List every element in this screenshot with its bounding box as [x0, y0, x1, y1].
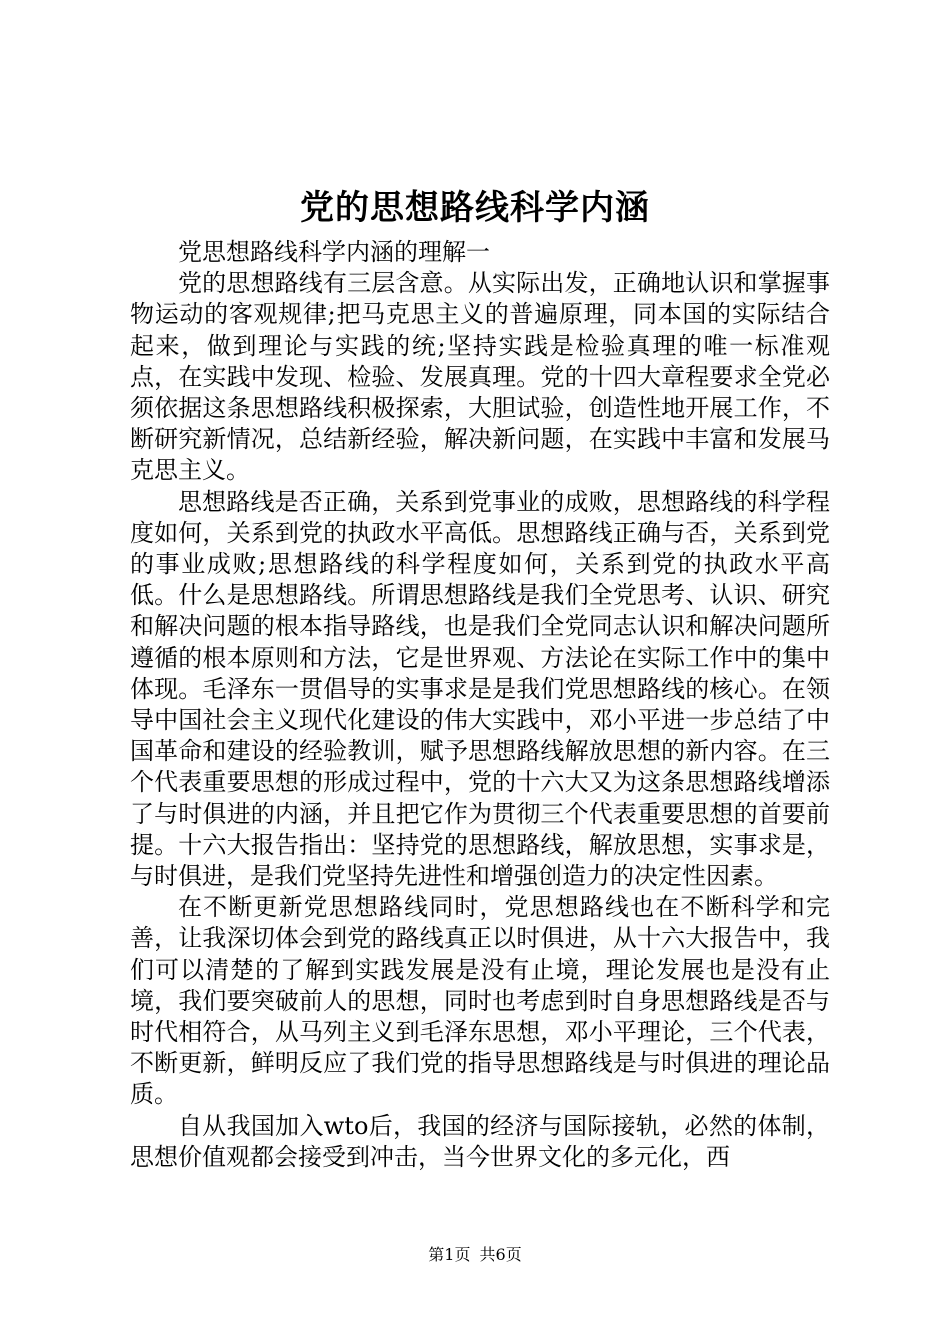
paragraph: 自从我国加入wto后，我国的经济与国际接轨，必然的体制，思想价值观都会接受到冲击，当今世界文化的多元化，西: [130, 1111, 830, 1171]
page-total: 共6页: [479, 1245, 522, 1264]
page-number: 第1页: [428, 1245, 471, 1264]
paragraph: 在不断更新党思想路线同时，党思想路线也在不断科学和完善，让我深切体会到党的路线真正以时俱进，从十六大报告中，我们可以清楚的了解到实践发展是没有止境，理论发展也是没有止境，我们要突破前人的思想，同时也考虑到时自身思想路线是否与时代相符合，从马列主义到毛泽东思想，邓小平理论，三个代表，不断更新，鲜明反应了我们党的指导思想路线是与时俱进的理论品质。: [130, 893, 830, 1109]
document-body: [130, 237, 830, 1173]
paragraph: 党的思想路线有三层含意。从实际出发，正确地认识和掌握事物运动的客观规律;把马克思主义的普遍原理，同本国的实际结合起来，做到理论与实践的统;坚持实践是检验真理的唯一标准观点，在实践中发现、检验、发展真理。党的十四大章程要求全党必须依据这条思想路线积极探索，大胆试验，创造性地开展工作，不断研究新情况，总结新经验，解决新问题，在实践中丰富和发展马克思主义。: [130, 269, 830, 485]
page-footer: [0, 1245, 950, 1265]
page-title: 党的思想路线科学内涵: [300, 188, 650, 228]
paragraph-subtitle: 党思想路线科学内涵的理解一: [178, 238, 490, 266]
paragraph: 思想路线是否正确，关系到党事业的成败，思想路线的科学程度如何，关系到党的执政水平高低。思想路线正确与否，关系到党的事业成败;思想路线的科学程度如何，关系到党的执政水平高低。什么是思想路线。所谓思想路线是我们全党思考、认识、研究和解决问题的根本指导路线，也是我们全党同志认识和解决问题所遵循的根本原则和方法，它是世界观、方法论在实际工作中的集中体现。毛泽东一贯倡导的实事求是是我们党思想路线的核心。在领导中国社会主义现代化建设的伟大实践中，邓小平进一步总结了中国革命和建设的经验教训，赋予思想路线解放思想的新内容。在三个代表重要思想的形成过程中，党的十六大又为这条思想路线增添了与时俱进的内涵，并且把它作为贯彻三个代表重要思想的首要前提。十六大报告指出：坚持党的思想路线，解放思想，实事求是，与时俱进，是我们党坚持先进性和增强创造力的决定性因素。: [130, 487, 830, 891]
